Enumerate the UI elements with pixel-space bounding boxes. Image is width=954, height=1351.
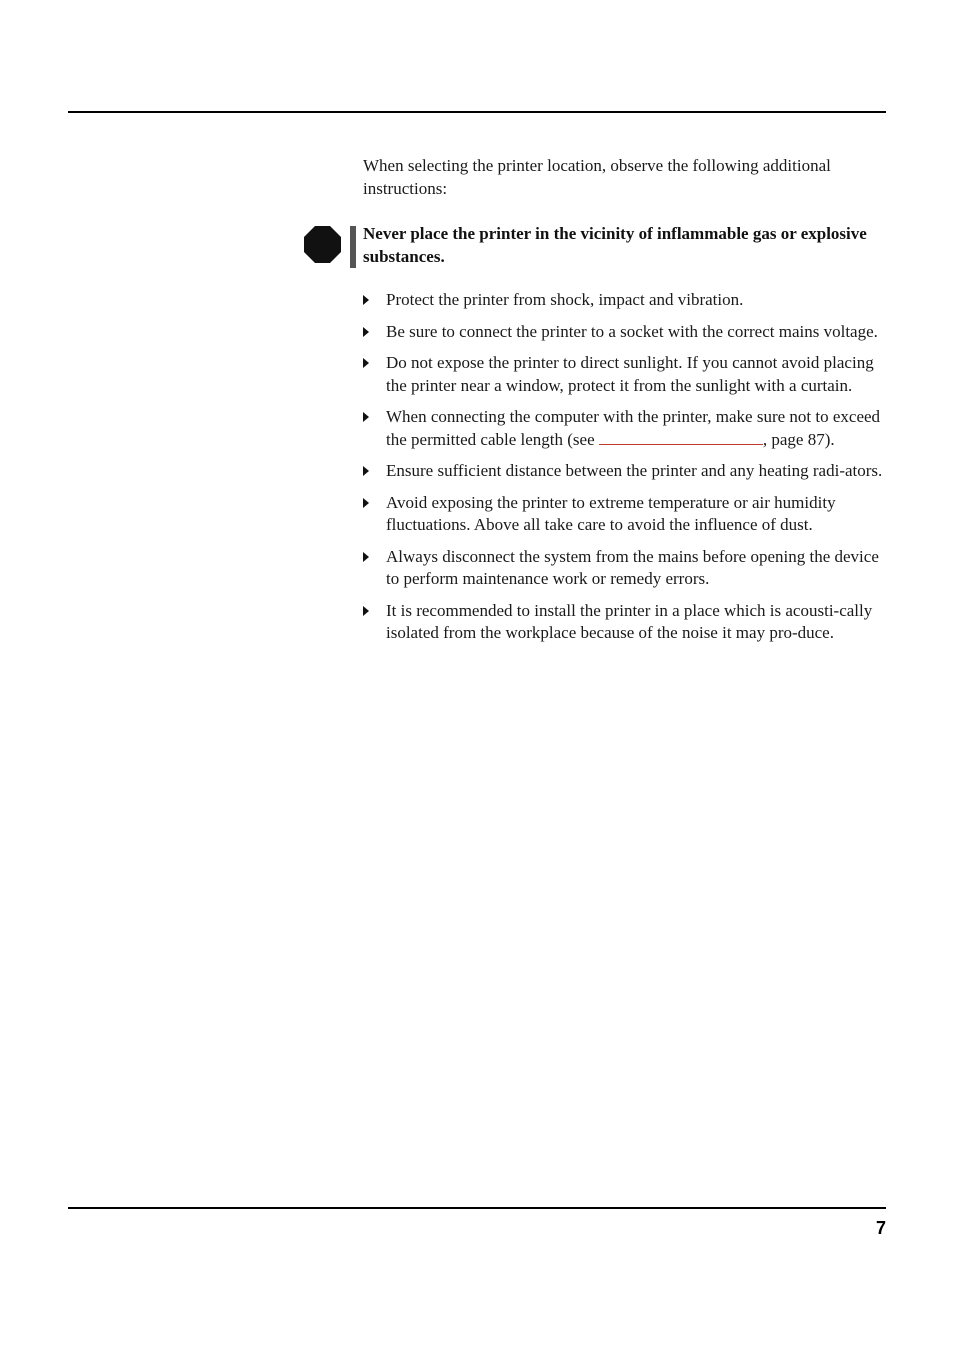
list-item-text-after: , page 87). bbox=[762, 429, 835, 449]
page-number: 7 bbox=[875, 1218, 886, 1238]
list-item-text: Protect the printer from shock, impact and vibration. bbox=[386, 290, 744, 309]
triangle-bullet-icon bbox=[363, 412, 369, 422]
list-item-text: It is recommended to install the printer in a place which is acousti-cally isolated from the workplace because of the noise it may pro-duce. bbox=[386, 600, 873, 642]
instruction-list bbox=[363, 289, 888, 654]
list-item bbox=[363, 492, 888, 537]
intro-paragraph: When selecting the printer location, observe the following additional instructions: bbox=[363, 156, 831, 198]
list-item-text: Be sure to connect the printer to a socket with the correct mains voltage. bbox=[386, 321, 878, 341]
list-item-text: When connecting the computer with the printer, make sure not to exceed the permitted cable length (see bbox=[386, 407, 881, 449]
list-item bbox=[363, 546, 888, 591]
header-rule bbox=[68, 111, 886, 113]
list-item bbox=[363, 289, 888, 312]
triangle-bullet-icon bbox=[363, 498, 369, 508]
list-item bbox=[363, 406, 888, 451]
footer-rule bbox=[68, 1207, 886, 1209]
warning-bar bbox=[350, 226, 356, 268]
list-item-text: Do not expose the printer to direct sunlight. If you cannot avoid placing the printer near a window, protect it from the sunlight with a curtain. bbox=[386, 353, 874, 395]
triangle-bullet-icon bbox=[363, 466, 369, 476]
cross-reference-link[interactable] bbox=[599, 430, 763, 445]
list-item-text: Always disconnect the system from the mains before opening the device to perform maintenance work or remedy errors. bbox=[386, 546, 879, 588]
triangle-bullet-icon bbox=[363, 606, 369, 616]
list-item bbox=[363, 321, 888, 344]
triangle-bullet-icon bbox=[363, 552, 369, 562]
stop-sign-icon bbox=[304, 226, 341, 263]
triangle-bullet-icon bbox=[363, 295, 369, 305]
triangle-bullet-icon bbox=[363, 327, 369, 337]
list-item-text: Avoid exposing the printer to extreme temperature or air humidity fluctuations. Above all take care to avoid the influence of dust. bbox=[386, 492, 836, 534]
warning-text: Never place the printer in the vicinity of inflammable gas or explosive substances. bbox=[363, 224, 867, 266]
triangle-bullet-icon bbox=[363, 358, 369, 368]
list-item-text: Ensure sufficient distance between the printer and any heating radi-ators. bbox=[386, 461, 883, 480]
list-item bbox=[363, 352, 888, 397]
list-item bbox=[363, 460, 888, 483]
list-item bbox=[363, 600, 888, 645]
